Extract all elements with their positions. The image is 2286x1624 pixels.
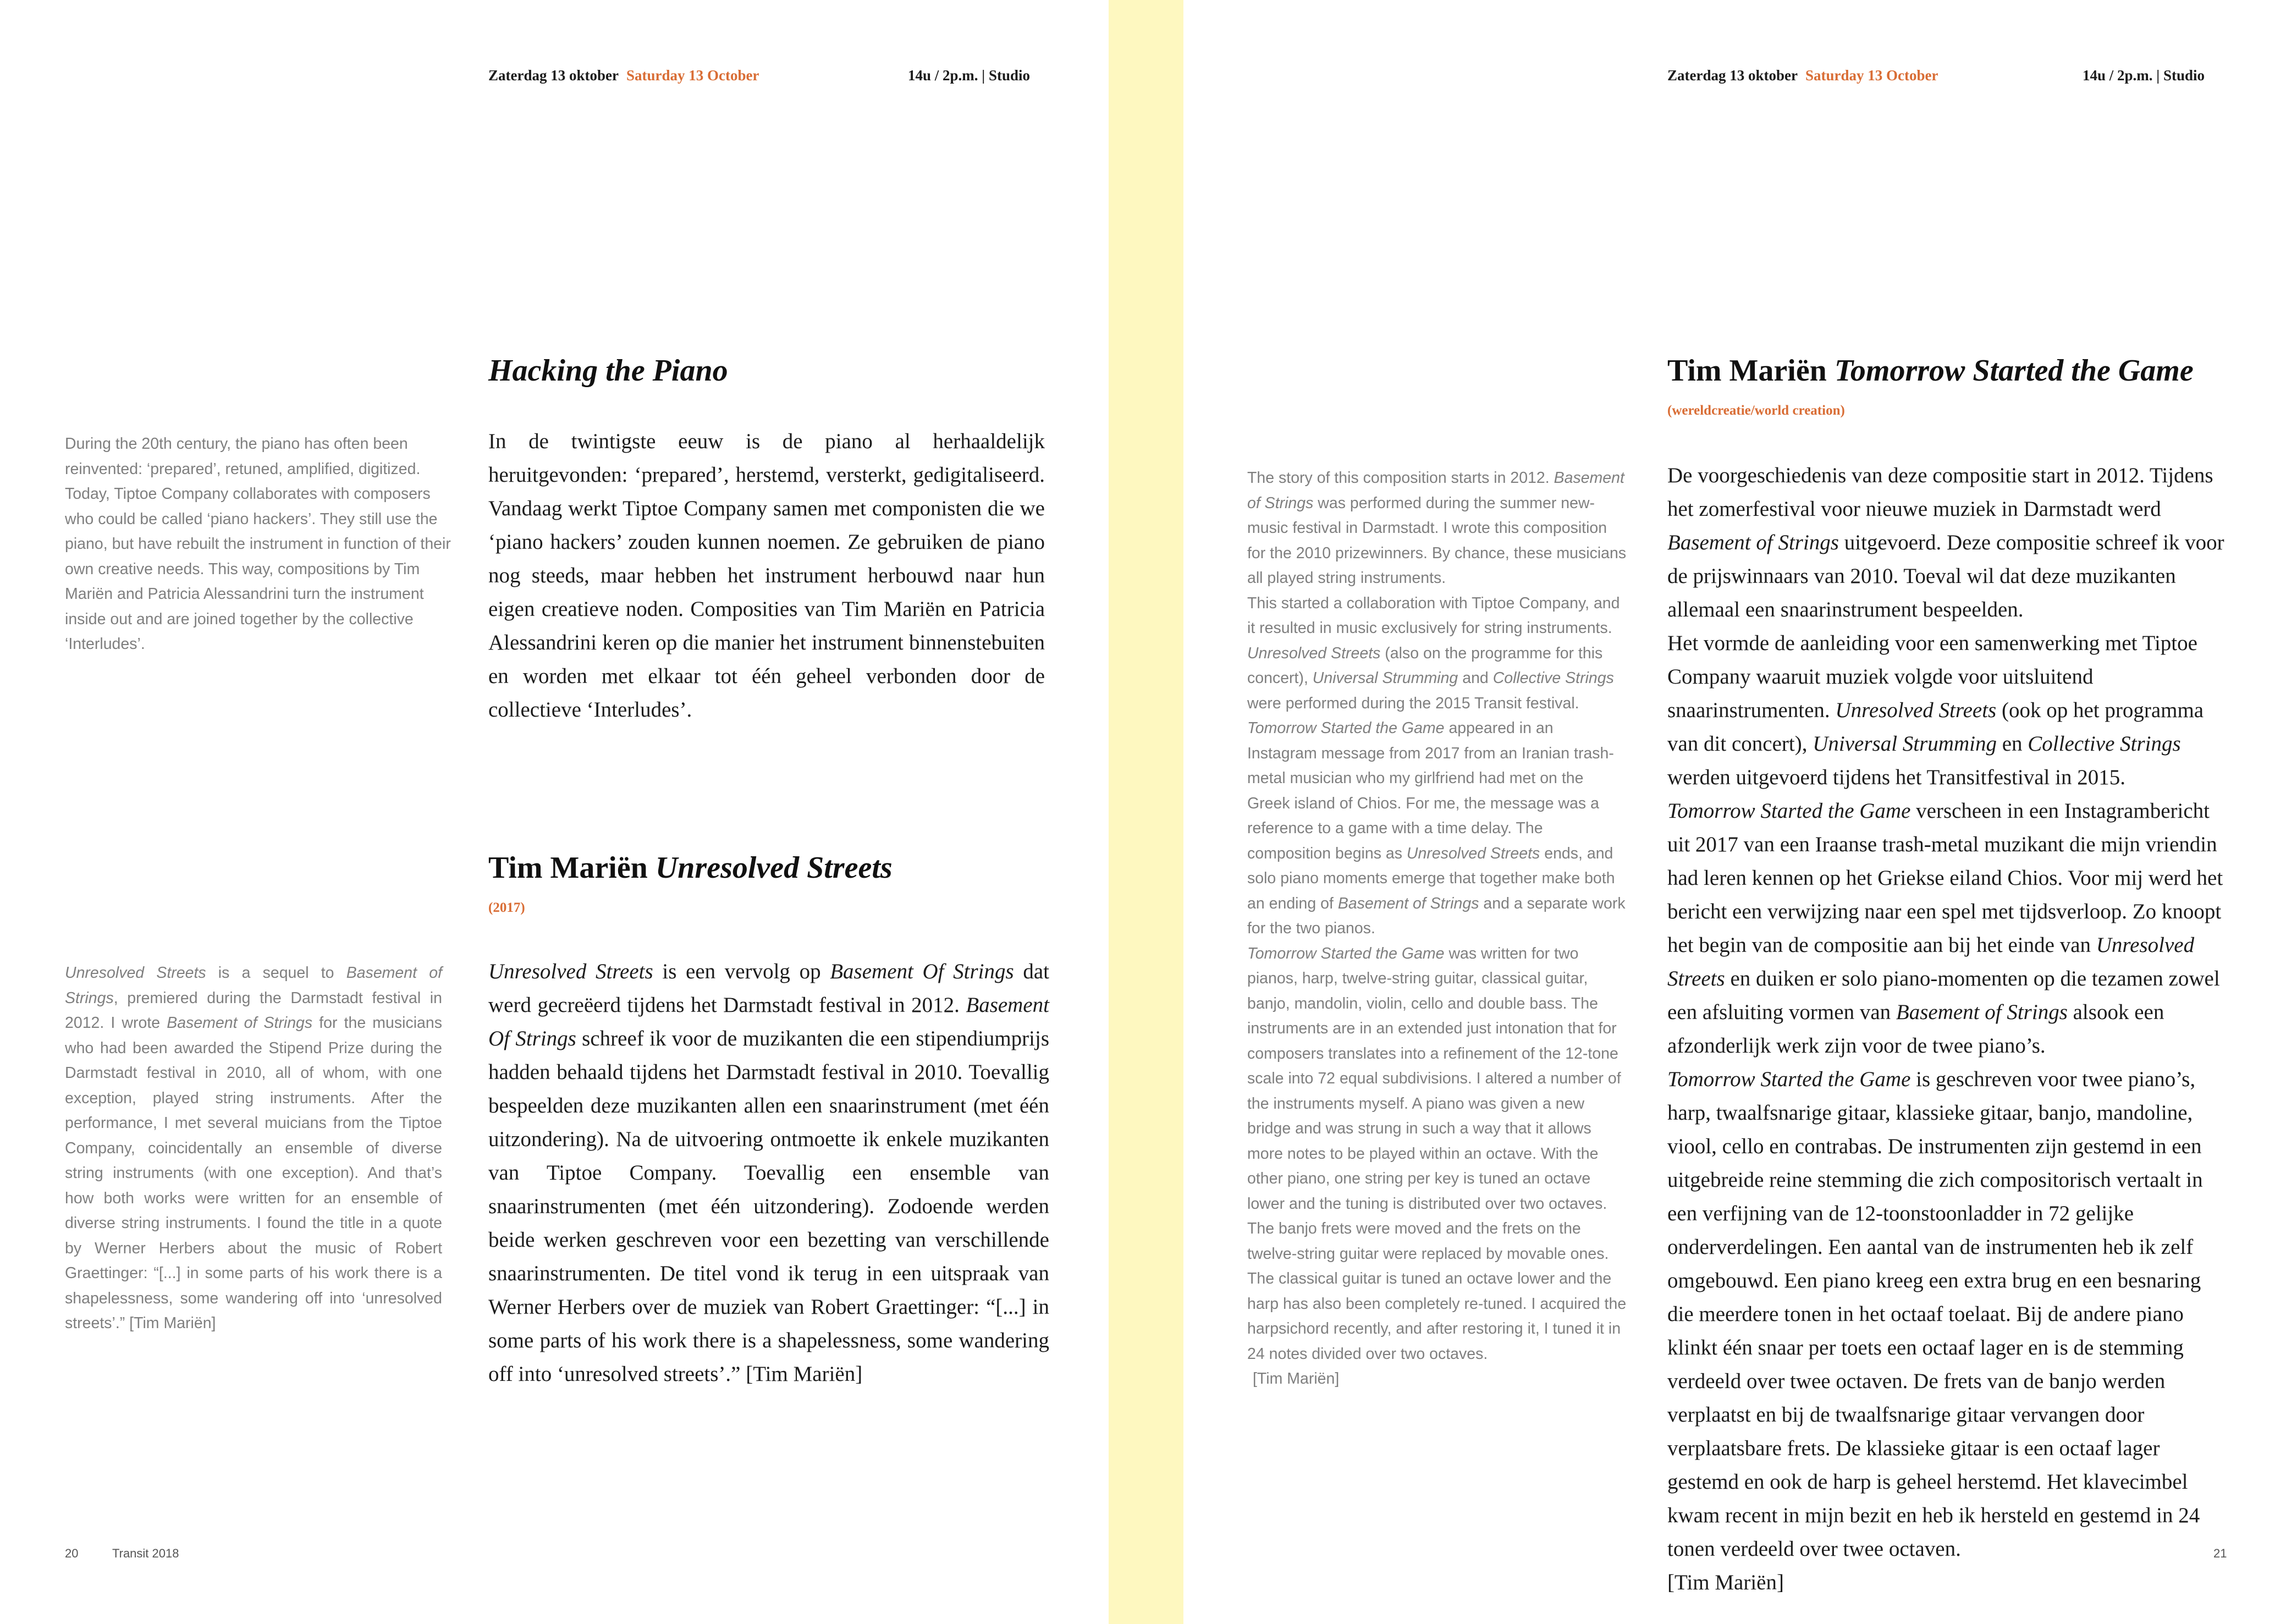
date-en: Saturday 13 October — [626, 67, 759, 84]
section-title-tomorrow-started-the-game: Tim Mariën Tomorrow Started the Game — [1667, 354, 2194, 388]
section-title-unresolved-streets: Tim Mariën Unresolved Streets — [488, 851, 893, 885]
page-number-left: 20 — [65, 1546, 79, 1560]
center-fold-band — [1109, 0, 1183, 1624]
page-number-right: 21 — [2213, 1546, 2227, 1560]
body-text-dutch-tomorrow: De voorgeschiedenis van deze compositie start in 2012. Tijdens het zomerfestival voor nieuwe muziek in Darmstadt werd Basement of Strings uitgevoerd. Deze compositie schreef ik voor de prijswinnaars van 2010. Toeval wil dat deze muzikanten allemaal een snaarinstrument bespeelden. Het vormde de aanleiding voor een samenwerking met Tiptoe Company waaruit muziek volgde voor uitsluitend snaarinstrumenten. Unresolved Streets (ook op het programma van dit concert), Universal Strumming en Collective Strings werden uitgevoerd tijdens het Transitfestival in 2015. Tomorrow Started the Game verscheen in een Instagrambericht uit 2017 van een Iraanse trash-metal muzikant die mijn vriendin had leren kennen op het Griekse eiland Chios. Voor mij werd het bericht een verwijzing naar een spel met tijdsverloop. Zo knoopt het begin van de compositie aan bij het einde van Unresolved Streets en duiken er solo piano-momenten op die tezamen zowel een afsluiting vormen van Basement of Strings alsook een afzonderlijk werk zijn voor de twee piano’s. Tomorrow Started the Game is geschreven voor twee piano’s, harp, twaalfsnarige gitaar, klassieke gitaar, banjo, mandoline, viool, cello en contrabas. De instrumenten zijn gestemd in een uitgebreide reine stemming die zich compositorisch vertaalt in een verfijning van de 12-toonstoonladder in 72 gelijke onderverdelingen. Een aantal van de instrumenten heb ik zelf omgebouwd. Een piano kreeg een extra brug en een besnaring die meerdere tonen in het octaaf toelaat. Bij de andere piano klinkt één snaar per toets een octaaf lager en is de stemming verdeeld over twee octaven. De frets van de banjo werden verplaatst en bij de twaalfsnarige gitaar vervangen door verplaatsbare frets. De klassieke gitaar is een octaaf lager gestemd en ook de harp is geheel herstemd. Het klavecimbel kwam recent in mijn bezit en heb ik hersteld en gestemd in 24 tonen verdeeld over twee octaven. [Tim Mariën] — [1667, 464, 2224, 1594]
section-creation-label: (wereldcreatie/world creation) — [1667, 403, 1845, 418]
header-time-venue: 14u / 2p.m. | Studio — [908, 67, 1031, 84]
side-text-english-unresolved: Unresolved Streets is a sequel to Basement of Strings, premiered during the Darmstadt festival in 2012. I wrote Basement of Strings for the musicians who had been awarded the Stipend Prize during the Darmstadt festival in 2010, all of whom, with one exception, played string instruments. After the performance, I met several muicians from the Tiptoe Company, coincidentally an ensemble of diverse string instruments (with one exception). And that’s how both works were written for an ensemble of diverse string instruments. I found the title in a quote by Werner Herbers about the music of Robert Graettinger: “[...] in some parts of his work there is a shapelessness, some wandering off into ‘unresolved streets’.” [Tim Mariën] — [65, 964, 442, 1332]
date-nl: Zaterdag 13 oktober — [488, 67, 619, 84]
header-time-venue-right: 14u / 2p.m. | Studio — [2083, 67, 2205, 84]
section-title-hacking-the-piano: Hacking the Piano — [488, 354, 728, 388]
side-text-english-tomorrow: The story of this composition starts in 2012. Basement of Strings was performed during the summer new-music festival in Darmstadt. I wrote this composition for the 2010 prizewinners. By chance, these musicians all played string instruments. This started a collaboration with Tiptoe Company, and it resulted in music exclusively for string instruments. Unresolved Streets (also on the programme for this concert), Universal Strumming and Collective Strings were performed during the 2015 Transit festival. Tomorrow Started the Game appeared in an Instagram message from 2017 from an Iranian trash-metal musician who my girlfriend had met on the Greek island of Chios. For me, the message was a reference to a game with a time delay. The composition begins as Unresolved Streets ends, and solo piano moments emerge that together make both an ending of Basement of Strings and a separate work for the two pianos. Tomorrow Started the Game was written for two pianos, harp, twelve-string guitar, classical guitar, banjo, mandolin, violin, cello and double bass. The instruments are in an extended just intonation that for composers translates into a refinement of the 12-tone scale into 72 equal subdivisions. I altered a number of the instruments myself. A piano was given a new bridge and was strung in such a way that it allows more notes to be played within an octave. With the other piano, one string per key is tuned an octave lower and the tuning is distributed over two octaves. The banjo frets were moved and the frets on the twelve-string guitar were replaced by movable ones. The classical guitar is tuned an octave lower and the harp has also been completely re-tuned. I acquired the harpsichord recently, and after restoring it, I tuned it in 24 notes divided over two octaves. [Tim Mariën] — [1247, 469, 1627, 1388]
header-date-right: Zaterdag 13 oktober Saturday 13 October — [1667, 67, 1938, 84]
header-date — [488, 67, 759, 84]
right-page — [1183, 0, 2286, 1624]
side-text-english-intro: During the 20th century, the piano has often been reinvented: ‘prepared’, retuned, amplified, digitized. Today, Tiptoe Company collaborates with composers who could be called ‘piano hackers’. They still use the piano, but have rebuilt the instrument in function of their own creative needs. This way, compositions by Tim Mariën and Patricia Alessandrini turn the instrument inside out and are joined together by the collective ‘Interludes’. — [65, 435, 451, 653]
body-text-dutch-unresolved: Unresolved Streets is een vervolg op Basement Of Strings dat werd gecreëerd tijdens het Darmstadt festival in 2012. Basement Of Strings schreef ik voor de muzikanten die een stipendiumprijs hadden behaald tijdens het Darmstadt festival in 2010. Toevallig bespeelden deze muzikanten allen een snaarinstrument (met één uitzondering). Na de uitvoering ontmoette ik enkele muzikanten van Tiptoe Company. Toevallig een ensemble van snaarinstrumenten (met één uitzondering). Zodoende werden beide werken geschreven voor een bezetting van verschillende snaarinstrumenten. De titel vond ik terug in een uitspraak van Werner Herbers over de muziek van Robert Graettinger: “[...] in some parts of his work there is a shapelessness, some wandering off into ‘unresolved streets’.” [Tim Mariën] — [488, 960, 1049, 1386]
body-text-dutch-intro: In de twintigste eeuw is de piano al herhaaldelijk heruitgevonden: ‘prepared’, herstemd, versterkt, gedigitaliseerd. Vandaag werkt Tiptoe Company samen met componisten die we ‘piano hackers’ zouden kunnen noemen. Ze gebruiken de piano nog steeds, maar hebben het instrument herbouwd naar hun eigen creatieve noden. Composities van Tim Mariën en Patricia Alessandrini keren op die manier het instrument binnenstebuiten en worden met elkaar tot één geheel verbonden door de collectieve ‘Interludes’. — [488, 430, 1045, 722]
publication-name: Transit 2018 — [112, 1546, 179, 1560]
section-year: (2017) — [488, 900, 525, 915]
left-page — [0, 0, 1109, 1624]
